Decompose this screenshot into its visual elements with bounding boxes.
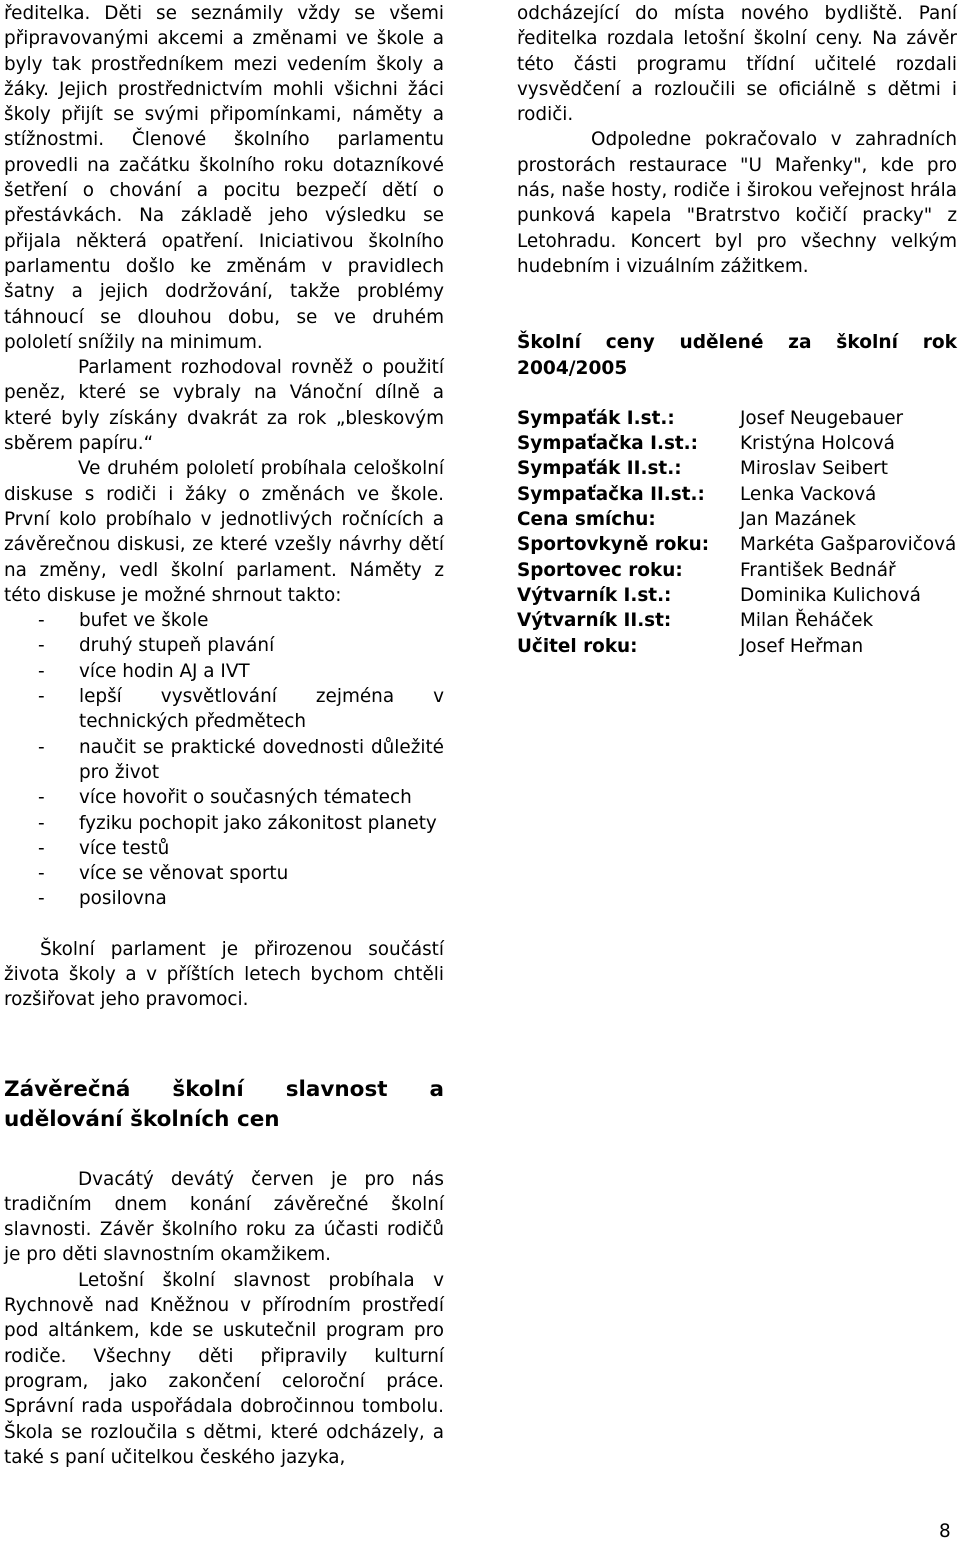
afternoon-paragraph: Odpoledne pokračovalo v zahradních prostorách restaurace "U Mařenky", kde pro nás, naše hosty, rodiče i širokou veřejnost hrála punková kapela "Bratrstvo kočičí pracky" z Letohradu. Koncert byl pro všechny velkým hudebním i vizuálním zážitkem. bbox=[517, 129, 957, 277]
celebration-paragraph-2: Letošní školní slavnost probíhala v Rychnově nad Kněžnou v přírodním prostředí pod altánkem, kde se uskutečnil program pro rodiče. Všechny děti připravily kulturní program, jako zakončení celoroční práce. Správní rada uspořádala dobročinnou tombolu. Škola se rozloučila s dětmi, které odcházely, a také s paní učitelkou českého jazyka, bbox=[4, 1269, 444, 1468]
list-dash: - bbox=[38, 610, 45, 632]
list-item-text: lepší vysvětlování zejména v technických předmětech bbox=[79, 686, 444, 733]
award-winner: Milan Řeháček bbox=[740, 610, 874, 632]
spacer bbox=[517, 381, 957, 406]
award-winner: František Bednář bbox=[740, 559, 896, 581]
list-item bbox=[4, 735, 444, 786]
list-dash: - bbox=[38, 863, 45, 885]
table-row bbox=[517, 608, 956, 633]
list-dash: - bbox=[38, 635, 45, 657]
list-dash: - bbox=[38, 812, 45, 834]
list-item-text: druhý stupeň plavání bbox=[79, 635, 275, 657]
list-dash: - bbox=[38, 736, 45, 758]
awards-table bbox=[517, 406, 956, 659]
section-heading-line-1: Závěrečná školní slavnost a bbox=[4, 1076, 444, 1102]
award-title: Učitel roku: bbox=[517, 635, 638, 657]
parliament-conclusion-paragraph: Školní parlament je přirozenou součástí života školy a v příštích letech bychom chtěli rozšiřovat jeho pravomoci. bbox=[4, 938, 444, 1011]
award-title: Výtvarník II.st: bbox=[517, 610, 672, 632]
intro-paragraph: ředitelka. Děti se seznámily vždy se všemi připravovanými akcemi a změnami ve škole a byly tak prostředníkem mezi vedením školy a žáky. Jejich prostřednictvím mohli všichni žáci školy přijít se svými připomínkami, náměty a stížnostmi. Členové školního parlamentu provedli na začátku školního roku dotazníkové šetření o chování a pocitu bezpečí dětí o přestávkách. Na základě jeho výsledku se přijala některá opatření. Iniciativou školního parlamentu došlo ke změnám v pravidlech šatny a jejich dodržování, takže problémy táhnoucí se dlouhou dobu, se ve druhém pololetí snížily na minimum. bbox=[4, 3, 444, 353]
award-winner: Dominika Kulichová bbox=[740, 584, 921, 606]
award-winner: Miroslav Seibert bbox=[740, 458, 888, 480]
discussion-paragraph: Ve druhém pololetí probíhala celoškolní diskuse s rodiči i žáky o změnách ve škole. První kolo probíhalo v jednotlivých ročnících a závěrečnou diskusi, ze které vzešly návrhy dětí na změny, vedl školní parlament. Náměty z této diskuse je možné shrnout takto: bbox=[4, 458, 444, 606]
table-row bbox=[517, 482, 956, 507]
list-dash: - bbox=[38, 686, 45, 708]
section-heading bbox=[4, 1075, 444, 1135]
spacer bbox=[517, 279, 957, 330]
list-item-text: posilovna bbox=[79, 888, 167, 910]
award-title: Sportovec roku: bbox=[517, 559, 683, 581]
suggestions-list bbox=[4, 608, 444, 912]
spacer bbox=[4, 1013, 444, 1075]
table-row bbox=[517, 406, 956, 431]
list-item-text: více se věnovat sportu bbox=[79, 863, 289, 885]
award-title: Výtvarník I.st.: bbox=[517, 584, 672, 606]
table-row bbox=[517, 583, 956, 608]
list-item-text: více hovořit o současných tématech bbox=[79, 787, 412, 809]
table-row bbox=[517, 558, 956, 583]
list-item bbox=[4, 785, 444, 810]
award-winner: Josef Heřman bbox=[740, 635, 864, 657]
award-winner: Jan Mazánek bbox=[740, 509, 856, 531]
list-item-text: fyziku pochopit jako zákonitost planety bbox=[79, 812, 437, 834]
award-title: Sympaťák I.st.: bbox=[517, 407, 675, 429]
table-row bbox=[517, 507, 956, 532]
award-title: Sympaťák II.st.: bbox=[517, 458, 682, 480]
list-item bbox=[4, 633, 444, 658]
list-item bbox=[4, 811, 444, 836]
list-dash: - bbox=[38, 837, 45, 859]
list-dash: - bbox=[38, 888, 45, 910]
continuation-paragraph: odcházející do místa nového bydliště. Paní ředitelka rozdala letošní školní ceny. Na závěr této části programu třídní učitelé rozdali vysvědčení a rozloučili se oficiálně s dětmi i rodiči. bbox=[517, 3, 957, 126]
award-title: Sportovkyně roku: bbox=[517, 534, 710, 556]
awards-heading bbox=[517, 330, 957, 381]
awards-heading-line-1: Školní ceny udělené za školní rok bbox=[517, 332, 957, 354]
award-title: Sympaťačka II.st.: bbox=[517, 483, 705, 505]
award-winner: Kristýna Holcová bbox=[740, 433, 895, 455]
page-number: 8 bbox=[939, 1521, 951, 1542]
award-winner: Josef Neugebauer bbox=[740, 407, 904, 429]
spacer bbox=[4, 1135, 444, 1167]
list-item-text: naučit se praktické dovednosti důležité pro život bbox=[79, 736, 444, 783]
table-row bbox=[517, 456, 956, 481]
table-row bbox=[517, 431, 956, 456]
list-item bbox=[4, 836, 444, 861]
list-item bbox=[4, 684, 444, 735]
award-winner: Markéta Gašparovičová bbox=[740, 534, 957, 556]
celebration-paragraph-1: Dvacátý devátý červen je pro nás tradičním dnem konání závěrečné školní slavnosti. Závěr školního roku za účasti rodičů je pro děti slavnostním okamžikem. bbox=[4, 1168, 444, 1266]
right-column bbox=[517, 1, 957, 659]
list-item bbox=[4, 861, 444, 886]
table-row bbox=[517, 532, 956, 557]
section-heading-line-2: udělování školních cen bbox=[4, 1106, 280, 1132]
list-dash: - bbox=[38, 787, 45, 809]
list-item-text: více hodin AJ a IVT bbox=[79, 660, 250, 682]
table-row bbox=[517, 634, 956, 659]
list-item bbox=[4, 886, 444, 911]
list-item bbox=[4, 608, 444, 633]
awards-heading-line-2: 2004/2005 bbox=[517, 357, 628, 379]
parliament-money-paragraph: Parlament rozhodoval rovněž o použití peněz, které se vybraly na Vánoční dílně a které byly získány dvakrát za rok „bleskovým sběrem papíru.“ bbox=[4, 357, 444, 455]
list-dash: - bbox=[38, 660, 45, 682]
spacer bbox=[4, 912, 444, 937]
list-item-text: více testů bbox=[79, 837, 170, 859]
award-title: Cena smíchu: bbox=[517, 509, 656, 531]
left-column bbox=[4, 1, 444, 1470]
list-item bbox=[4, 659, 444, 684]
award-winner: Lenka Vacková bbox=[740, 483, 877, 505]
award-title: Sympaťačka I.st.: bbox=[517, 433, 699, 455]
list-item-text: bufet ve škole bbox=[79, 610, 209, 632]
